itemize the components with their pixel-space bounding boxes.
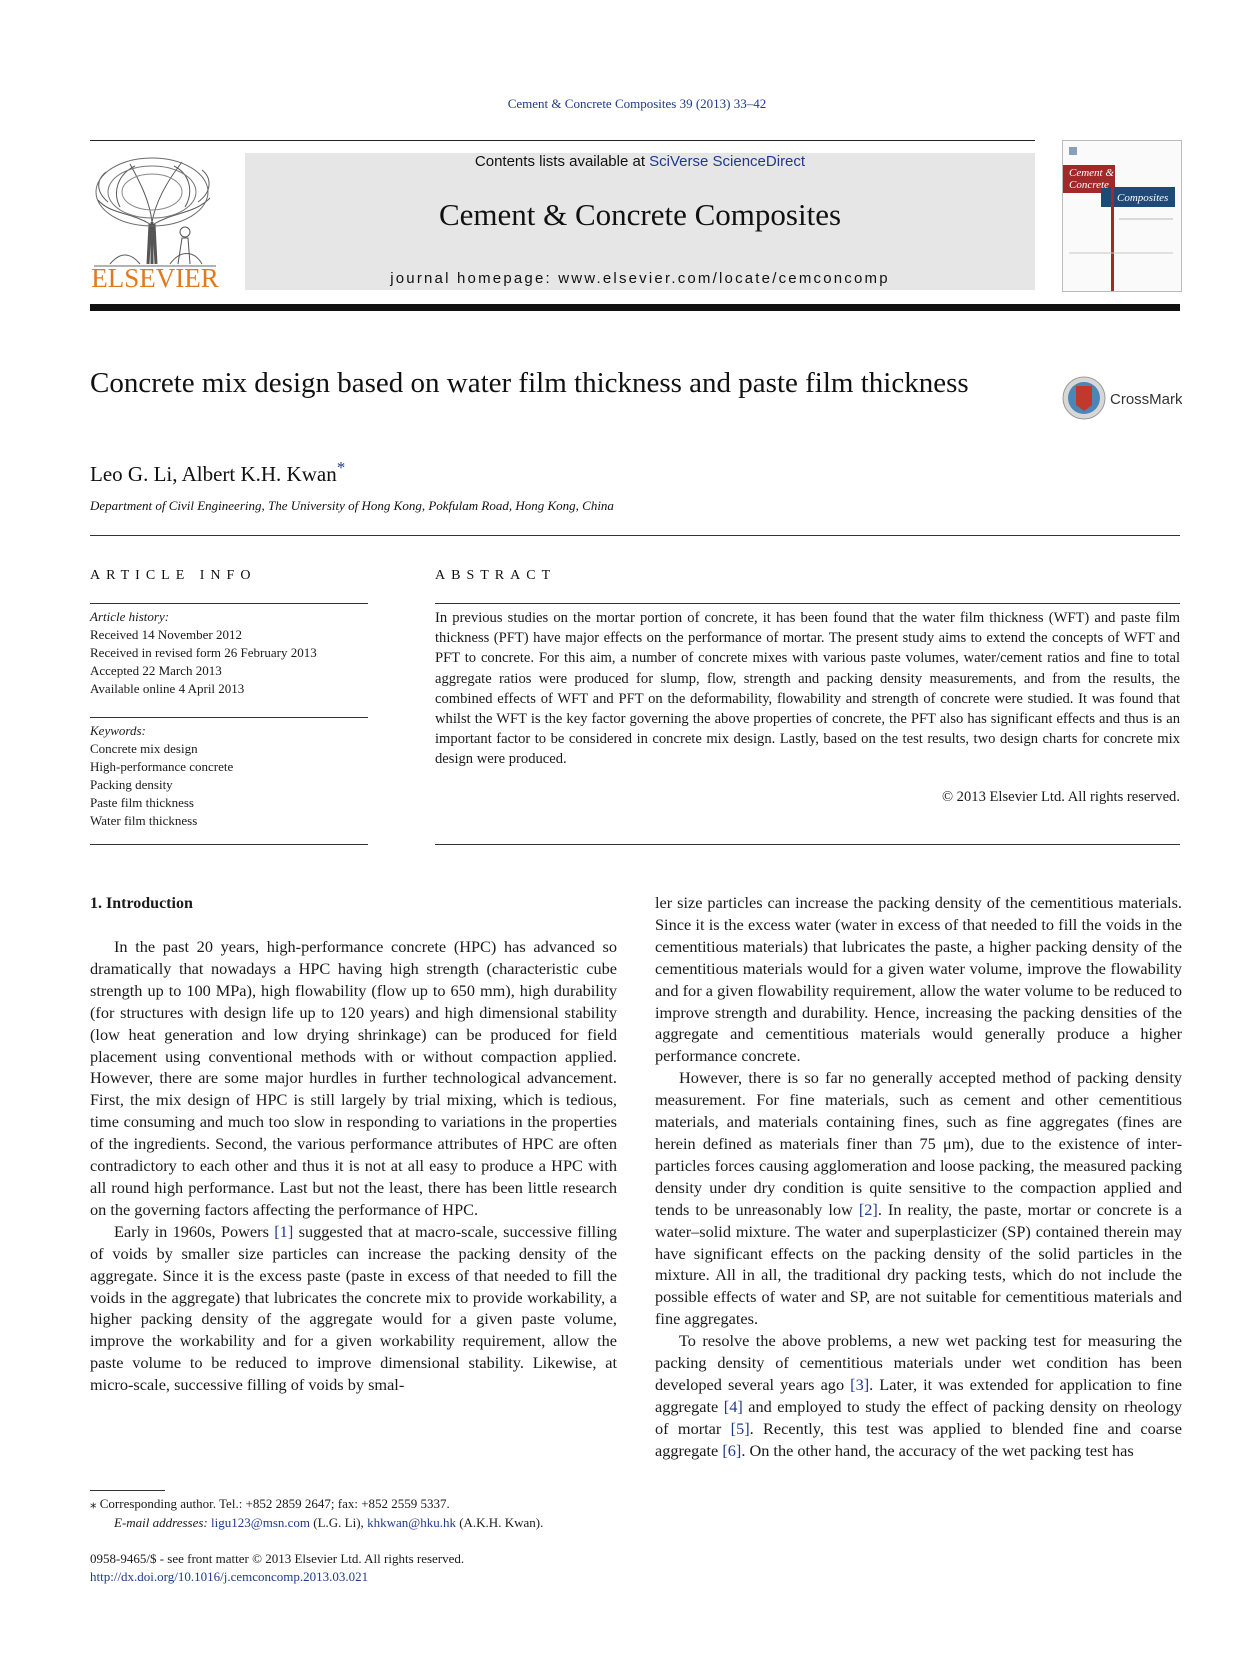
header-top-rule [90,140,1035,141]
footnote-mark: ⁎ [90,1496,97,1511]
email-owner: (A.K.H. Kwan). [455,1515,544,1530]
citation-link[interactable]: [2] [858,1199,878,1219]
journal-cover-thumbnail [1062,140,1182,292]
citation-link[interactable]: [4] [723,1396,743,1416]
abstract-copyright: © 2013 Elsevier Ltd. All rights reserved. [941,789,1180,805]
cover-title-line3: Composites [1117,192,1169,204]
contents-line [245,153,1035,170]
page-footer [90,1550,690,1586]
abstract-heading: ABSTRACT [435,568,557,583]
paragraph-text: . In reality, the paste, mortar or concrete is a water–solid mixture. The water and superplasticizer (SP) contained therein may have significant effects on the packing density of the solid particles in the mixture. All in all, the traditional dry packing tests, which do not include the possible effects of water and SP, are not suitable for cementitious materials and fine aggregates. [655,1199,1182,1329]
crossmark-icon [1063,377,1105,419]
doi-link[interactable]: http://dx.doi.org/10.1016/j.cemconcomp.2013.03.021 [90,1569,369,1584]
author-names: Leo G. Li, Albert K.H. Kwan [90,462,337,486]
article-info-rule [90,603,368,604]
section-heading: 1. Introduction [90,895,193,912]
keywords-list [90,722,380,830]
cover-title-line2: Concrete [1069,179,1109,191]
journal-name: Cement & Concrete Composites [438,197,842,232]
history-item: Available online 4 April 2013 [90,681,245,696]
journal-homepage-link[interactable]: journal homepage: www.elsevier.com/locate/cemconcomp [390,270,890,287]
article-title: Concrete mix design based on water film thickness and paste film thickness [90,367,969,399]
paragraph-text: To resolve the above problems, a new wet packing test for measuring the packing density of cementitious materials under wet condition has been developed several years ago [655,1331,1182,1394]
body-paragraph [90,1221,617,1396]
history-label: Article history: [90,609,170,624]
paragraph-text: . Later, it was extended for application to fine aggregate [655,1374,1182,1416]
abstract-text: In previous studies on the mortar portion of concrete, it has been found that the water film thickness (WFT) and paste film thickness (PFT) have major effects on the performance of mortar. The present study aims to extend the concepts of WFT and PFT to concrete. For this aim, a number of concrete mixes with various paste volumes, water/cement ratios and fine to total aggregate ratios were produced for slump, flow, strength and packing density measurements, and from the results, the combined effects of WFT and PFT on the deformability, flowability and strength of concrete were studied. It was found that whilst the WFT is the key factor governing the above properties of concrete, the PFT also has significant effects and thus is an important factor to be considered in concrete mix design. Lastly, based on the test results, two design charts for concrete mix design were produced. [435,610,1180,768]
email-link[interactable]: ligu123@msn.com [211,1515,311,1530]
body-column-right [655,892,1182,1462]
affiliation-rule [90,535,1180,536]
article-history [90,608,380,698]
crossmark-badge[interactable] [1062,375,1182,421]
paragraph-text: and employed to study the effect of packing density on rheology of mortar [655,1396,1182,1438]
paragraph-text: Early in 1960s, Powers [114,1221,275,1241]
article-info-bottom-rule [90,844,368,845]
paragraph-text: suggested that at macro-scale, successive filling of voids by smaller size particles can increase the packing density of the aggregate. Since it is the excess paste (paste in excess of that needed to fill the voids in the aggregate) that lubricates the concrete mix to provide workability, a higher packing density of the aggregate would for a given paste volume, improve the workability and for a given workability requirement, allow the paste volume to be reduced to improve dimensional stability. Likewise, at micro-scale, successive filling of voids by smal- [90,1221,617,1395]
body-paragraph [655,1330,1182,1461]
sciencedirect-link[interactable]: SciVerse ScienceDirect [649,153,806,170]
keyword-item: Water film thickness [90,813,198,828]
footnote-rule [90,1490,165,1491]
footnote-corresponding [90,1494,630,1513]
citation-link[interactable]: [6] [722,1440,742,1460]
paragraph-text: However, there is so far no generally accepted method of packing density measurement. For fine materials, such as cement and other cementitious materials, and materials containing fines, such as fine aggregates (fines are herein defined as materials finer than 75 μm), due to the existence of inter-particles forces causing agglomeration and loose packing, the measured packing density under dry condition is quite sensitive to the compaction applied and tends to be unreasonably low [655,1068,1182,1219]
crossmark-label: CrossMark [1110,391,1182,408]
citation-link[interactable]: [3] [850,1374,870,1394]
elsevier-tree-icon [90,152,220,290]
footnote [90,1494,630,1532]
elsevier-logo [90,152,220,290]
corresponding-author-mark[interactable]: * [336,458,346,477]
keyword-item: High-performance concrete [90,759,234,774]
journal-cover-icon [1063,141,1181,291]
paragraph-text: . Recently, this test was applied to blended fine and coarse aggregate [655,1418,1182,1460]
body-paragraph: ler size particles can increase the packing density of the cementitious materials. Since it is the excess water (water in excess of that needed to fill the voids in the cementitious materials) that lubricates the paste, a higher packing density of the cementitious materials would for a given water volume, improve the flowability and for a given flowability requirement, allow the water volume to be reduced to improve strength and durability. Hence, increasing the packing densities of the aggregate and cementitious materials would generally produce a higher performance concrete. [655,893,1182,1066]
author-affiliation: Department of Civil Engineering, The University of Hong Kong, Pokfulam Road, Hong Kong, China [90,498,614,513]
body-paragraph [655,1067,1182,1330]
header-thick-rule [90,304,1180,311]
email-link[interactable]: khkwan@hku.hk [367,1515,456,1530]
abstract-rule [435,603,1180,604]
body-paragraph: In the past 20 years, high-performance concrete (HPC) has advanced so dramatically that nowadays a HPC having high strength (characteristic cube strength up to 100 MPa), high flowability (flow up to 650 mm), high durability (for structures with design life up to 120 years) and high dimensional stability (low heat generation and low drying shrinkage) can be produced for field placement using conventional methods with or without compaction applied. However, there are some major hurdles in further technological advancement. First, the mix design of HPC is still largely by trial mixing, which is tedious, time consuming and much too slow in responding to variations in the properties of the ingredients. Second, the various performance attributes of HPC are often contradictory to each other and thus it is not at all easy to produce a HPC with all round high performance. Last but not the least, there has been little research on the governing factors affecting the performance of HPC. [90,937,617,1219]
keywords-rule [90,717,368,718]
keyword-item: Paste film thickness [90,795,194,810]
history-item: Received in revised form 26 February 2013 [90,645,317,660]
email-owner: (L.G. Li), [310,1515,368,1530]
keyword-item: Packing density [90,777,173,792]
cover-title-line1: Cement & [1069,167,1114,179]
history-item: Received 14 November 2012 [90,627,242,642]
keyword-item: Concrete mix design [90,741,198,756]
contents-prefix: Contents lists available at [474,153,650,170]
abstract-bottom-rule [435,844,1180,845]
journal-reference-link[interactable]: Cement & Concrete Composites 39 (2013) 33–42 [507,96,767,111]
body-column-left [90,936,617,1396]
article-authors [90,458,345,487]
history-item: Accepted 22 March 2013 [90,663,222,678]
footnote-emails [90,1513,630,1532]
article-info-heading: ARTICLE INFO [90,568,257,583]
citation-link[interactable]: [1] [274,1221,294,1241]
email-label: E-mail addresses: [114,1515,212,1530]
issn-line: 0958-9465/$ - see front matter © 2013 Elsevier Ltd. All rights reserved. [90,1551,465,1566]
footnote-corresponding-text: Corresponding author. Tel.: +852 2859 2647; fax: +852 2559 5337. [99,1496,450,1511]
elsevier-wordmark: ELSEVIER [91,263,219,290]
citation-link[interactable]: [5] [730,1418,750,1438]
paragraph-text: . On the other hand, the accuracy of the wet packing test has [741,1440,1134,1460]
keywords-label: Keywords: [90,723,146,738]
